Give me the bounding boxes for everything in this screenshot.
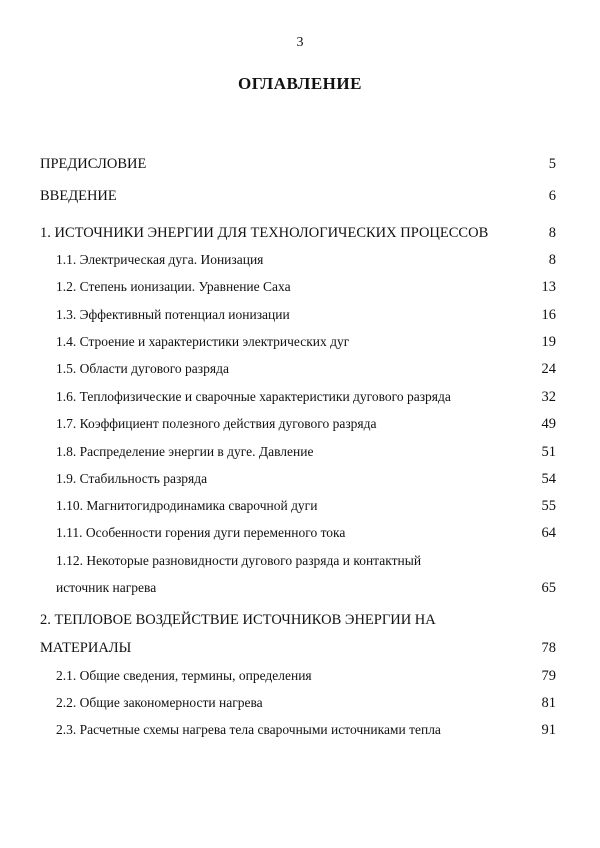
toc-entry-1-1[interactable] — [0, 252, 600, 274]
toc-entry-page: 32 — [541, 389, 556, 405]
toc-entry-text: источник нагрева — [56, 580, 157, 595]
toc-entry-text: МАТЕРИАЛЫ — [40, 640, 132, 656]
toc-entry-1-7[interactable] — [0, 416, 600, 438]
toc-entry-text: 1.11. Особенности горения дуги переменного тока — [56, 525, 346, 540]
page-number: 3 — [296, 35, 304, 50]
toc-entry-text: 1.2. Степень ионизации. Уравнение Саха — [56, 279, 291, 294]
toc-entry-1-3[interactable] — [0, 307, 600, 329]
toc-entry-page: 81 — [541, 695, 556, 711]
toc-entry-page: 19 — [541, 334, 556, 350]
toc-entry-1-4[interactable] — [0, 334, 600, 356]
toc-entry-page: 16 — [541, 307, 556, 323]
toc-entry-text: ПРЕДИСЛОВИЕ — [40, 156, 147, 172]
toc-entry-text: 2.1. Общие сведения, термины, определения — [56, 668, 312, 683]
toc-entry-text: 1.10. Магнитогидродинамика сварочной дуги — [56, 498, 318, 513]
toc-entry-page: 54 — [541, 471, 556, 487]
toc-entry-text: 2. ТЕПЛОВОЕ ВОЗДЕЙСТВИЕ ИСТОЧНИКОВ ЭНЕРГИИ НА — [40, 612, 436, 628]
toc-entry-page: 24 — [541, 361, 556, 377]
toc-entry-1-11[interactable] — [0, 525, 600, 547]
toc-entry-1-8[interactable] — [0, 444, 600, 466]
toc-entry-chapter-2-continued[interactable] — [0, 640, 600, 662]
toc-entry-text: 2.2. Общие закономерности нагрева — [56, 695, 263, 710]
toc-entry-page: 79 — [541, 668, 556, 684]
toc-entry-2-2[interactable] — [0, 695, 600, 717]
toc-entry-text: 1.9. Стабильность разряда — [56, 471, 208, 486]
toc-entry-2-1[interactable] — [0, 668, 600, 690]
toc-entry-page: 49 — [541, 416, 556, 432]
toc-entry-1-12-continued[interactable] — [0, 580, 600, 602]
toc-entry-page: 5 — [548, 156, 556, 172]
toc-entry-text: 1.1. Электрическая дуга. Ионизация — [56, 252, 264, 267]
toc-entry-introduction[interactable] — [0, 188, 600, 210]
toc-entry-1-9[interactable] — [0, 471, 600, 493]
toc-entry-page: 8 — [548, 252, 556, 268]
toc-entry-text: 2.3. Расчетные схемы нагрева тела сварочными источниками тепла — [56, 722, 441, 737]
toc-entry-page: 13 — [541, 279, 556, 295]
toc-entry-page: 65 — [541, 580, 556, 596]
toc-entry-text: 1.4. Строение и характеристики электрических дуг — [56, 334, 350, 349]
toc-entry-text: 1.6. Теплофизические и сварочные характеристики дугового разряда — [56, 389, 451, 404]
toc-entry-1-12[interactable] — [0, 553, 600, 575]
toc-entry-page: 8 — [548, 225, 556, 241]
toc-entry-text: 1.3. Эффективный потенциал ионизации — [56, 307, 290, 322]
toc-entry-chapter-2[interactable] — [0, 612, 600, 634]
toc-entry-page: 91 — [541, 722, 556, 738]
toc-entry-text: 1.12. Некоторые разновидности дугового разряда и контактный — [56, 553, 422, 568]
toc-entry-preface[interactable] — [0, 156, 600, 178]
toc-entry-text: ВВЕДЕНИЕ — [40, 188, 117, 204]
toc-entry-1-5[interactable] — [0, 361, 600, 383]
toc-entry-page: 78 — [541, 640, 556, 656]
toc-entry-1-10[interactable] — [0, 498, 600, 520]
toc-entry-page: 64 — [541, 525, 556, 541]
toc-entry-1-2[interactable] — [0, 279, 600, 301]
toc-entry-page: 55 — [541, 498, 556, 514]
page-title: ОГЛАВЛЕНИЕ — [238, 74, 362, 93]
toc-entry-chapter-1[interactable] — [0, 225, 600, 247]
toc-entry-text: 1.8. Распределение энергии в дуге. Давление — [56, 444, 314, 459]
toc-entry-2-3[interactable] — [0, 722, 600, 744]
toc-entry-text: 1. ИСТОЧНИКИ ЭНЕРГИИ ДЛЯ ТЕХНОЛОГИЧЕСКИХ ПРОЦЕССОВ — [40, 225, 489, 241]
toc-entry-1-6[interactable] — [0, 389, 600, 411]
toc-entry-page: 51 — [541, 444, 556, 460]
toc-entry-page: 6 — [548, 188, 556, 204]
toc-entry-text: 1.7. Коэффициент полезного действия дугового разряда — [56, 416, 377, 431]
toc-entry-text: 1.5. Области дугового разряда — [56, 361, 229, 376]
